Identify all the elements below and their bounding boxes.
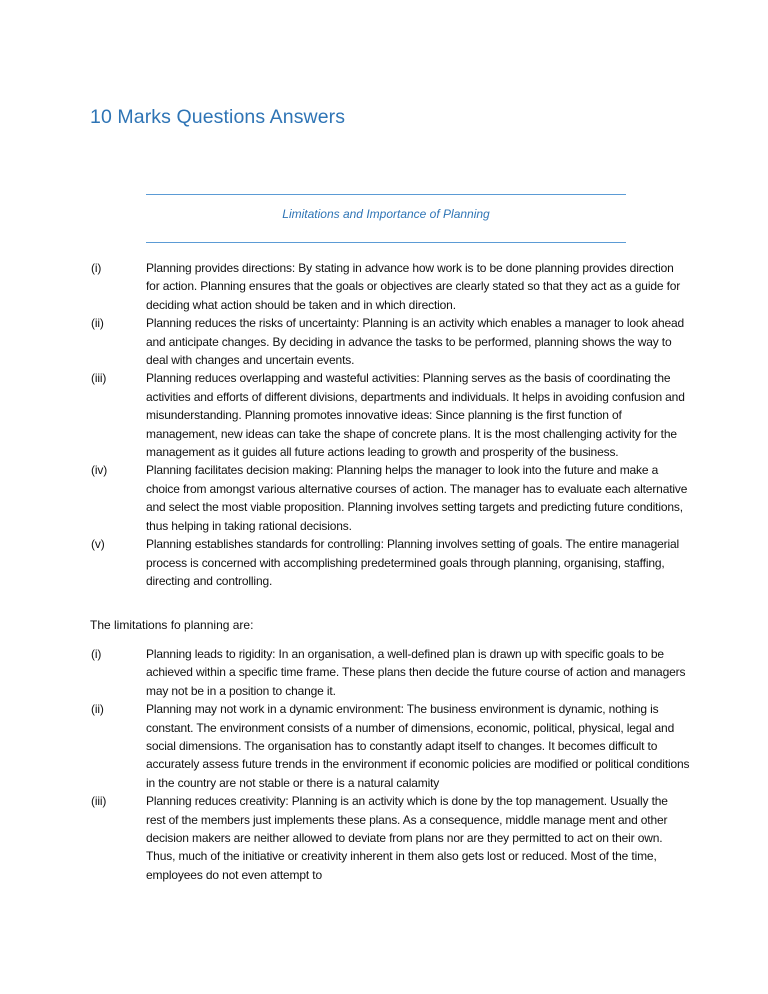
list-item-text: Planning may not work in a dynamic environment: The business environment is dynamic, nothing is constant. The environment consists of a number of dimensions, economic, political, physical, legal and social dimensions. The organisation has to constantly adapt itself to changes. It becomes difficult to accurately assess future trends in the environment if economic policies are modified or political conditions in the country are not stable or there is a natural calamity xyxy=(146,702,690,790)
list-item-text: Planning reduces overlapping and wasteful activities: Planning serves as the basis of coordinating the activities and efforts of different divisions, departments and individuals. It helps in avoiding confusion and misunderstanding. Planning promotes innovative ideas: Since planning is the first function of management, new ideas can take the shape of concrete plans. It is the most challenging activity for the management as it guides all future actions leading to growth and prosperity of the business. xyxy=(146,371,685,460)
list-item-text: Planning reduces the risks of uncertainty: Planning is an activity which enables a manager to look ahead and anticipate changes. By deciding in advance the tasks to be performed, planning shows the way to deal with changes and uncertain events. xyxy=(146,316,685,368)
quote-text: Limitations and Importance of Planning xyxy=(282,207,490,221)
list-item xyxy=(90,535,690,590)
list-numeral: (v) xyxy=(91,537,105,552)
intense-quote-block xyxy=(146,194,626,243)
page-heading: 10 Marks Questions Answers xyxy=(90,106,346,128)
list-item xyxy=(90,314,690,369)
list-item-text: Planning leads to rigidity: In an organisation, a well-defined plan is drawn up with specific goals to be achieved within a specific time frame. These plans then decide the future course of action and managers may not be in a position to change it. xyxy=(146,647,686,698)
list-numeral: (ii) xyxy=(91,702,104,717)
list-item xyxy=(90,259,690,314)
list-item-text: Planning provides directions: By stating in advance how work is to be done planning provides direction for action. Planning ensures that the goals or objectives are clearly stated so that they act as a guide for deciding what action should be taken and in which direction. xyxy=(146,261,681,312)
list-item xyxy=(90,700,690,792)
list-item xyxy=(90,645,690,700)
list-item-text: Planning establishes standards for controlling: Planning involves setting of goals. The entire managerial process is concerned with accomplishing predetermined goals through planning, organising, staffing, directing and controlling. xyxy=(146,537,680,588)
list-item xyxy=(90,792,690,884)
list-numeral: (iii) xyxy=(91,794,107,809)
list-numeral: (i) xyxy=(91,647,102,661)
limitations-intro: The limitations fo planning are: xyxy=(90,618,254,632)
list-numeral: (ii) xyxy=(91,316,104,331)
importance-list xyxy=(90,259,690,590)
list-item xyxy=(90,461,690,535)
list-item-text: Planning reduces creativity: Planning is an activity which is done by the top management. Usually the rest of the members just implements these plans. As a consequence, middle manage ment and other decision makers are neither allowed to deviate from plans nor are they permitted to act on their own. Thus, much of the initiative or creativity inherent in them also gets lost or reduced. Most of the time, employees do not even attempt to xyxy=(146,794,668,882)
list-item-text: Planning facilitates decision making: Planning helps the manager to look into the future and make a choice from amongst various alternative courses of action. The manager has to evaluate each alternative and select the most viable proposition. Planning involves setting targets and predicting future conditions, thus helping in taking rational decisions. xyxy=(146,463,688,533)
limitations-list xyxy=(90,645,690,884)
list-numeral: (i) xyxy=(91,261,102,275)
list-item xyxy=(90,369,690,461)
list-numeral: (iv) xyxy=(91,463,108,478)
list-numeral: (iii) xyxy=(91,371,107,386)
